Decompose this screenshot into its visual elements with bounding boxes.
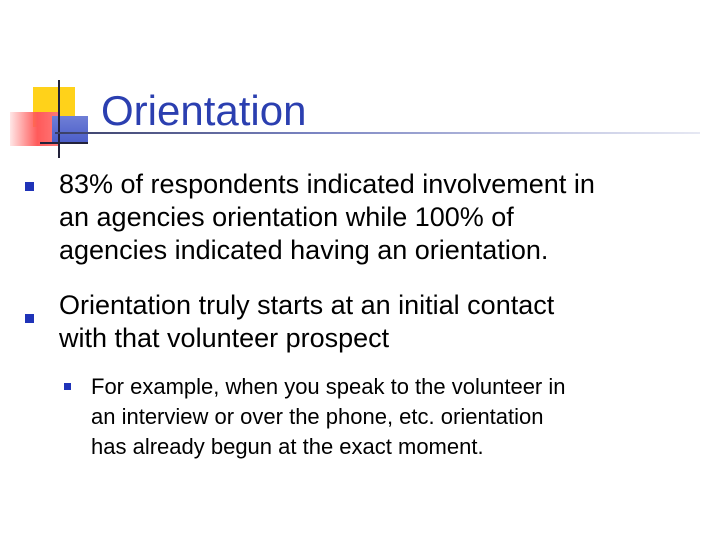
bullet-text-line: 83% of respondents indicated involvement in	[59, 169, 595, 199]
bullet-text	[59, 168, 699, 267]
bullet-text-line: with that volunteer prospect	[59, 323, 390, 353]
sub-bullet-text	[91, 372, 711, 462]
bullet-text-line: an agencies orientation while 100% of	[59, 202, 514, 232]
square-bullet-icon	[25, 314, 34, 323]
corner-decoration	[0, 0, 120, 170]
square-bullet-icon	[64, 383, 71, 390]
vertical-rule-shape	[58, 80, 60, 158]
bullet-text-line: agencies indicated having an orientation.	[59, 235, 549, 265]
square-bullet-icon	[25, 182, 34, 191]
bullet-text-line: Orientation truly starts at an initial contact	[59, 290, 555, 320]
slide-title: Orientation	[101, 87, 307, 134]
bullet-text-line: has already begun at the exact moment.	[91, 434, 484, 459]
bullet-text	[59, 289, 699, 355]
horizontal-rule-shape	[40, 142, 88, 144]
bullet-text-line: an interview or over the phone, etc. orientation	[91, 404, 544, 429]
bullet-text-line: For example, when you speak to the volunteer in	[91, 374, 566, 399]
